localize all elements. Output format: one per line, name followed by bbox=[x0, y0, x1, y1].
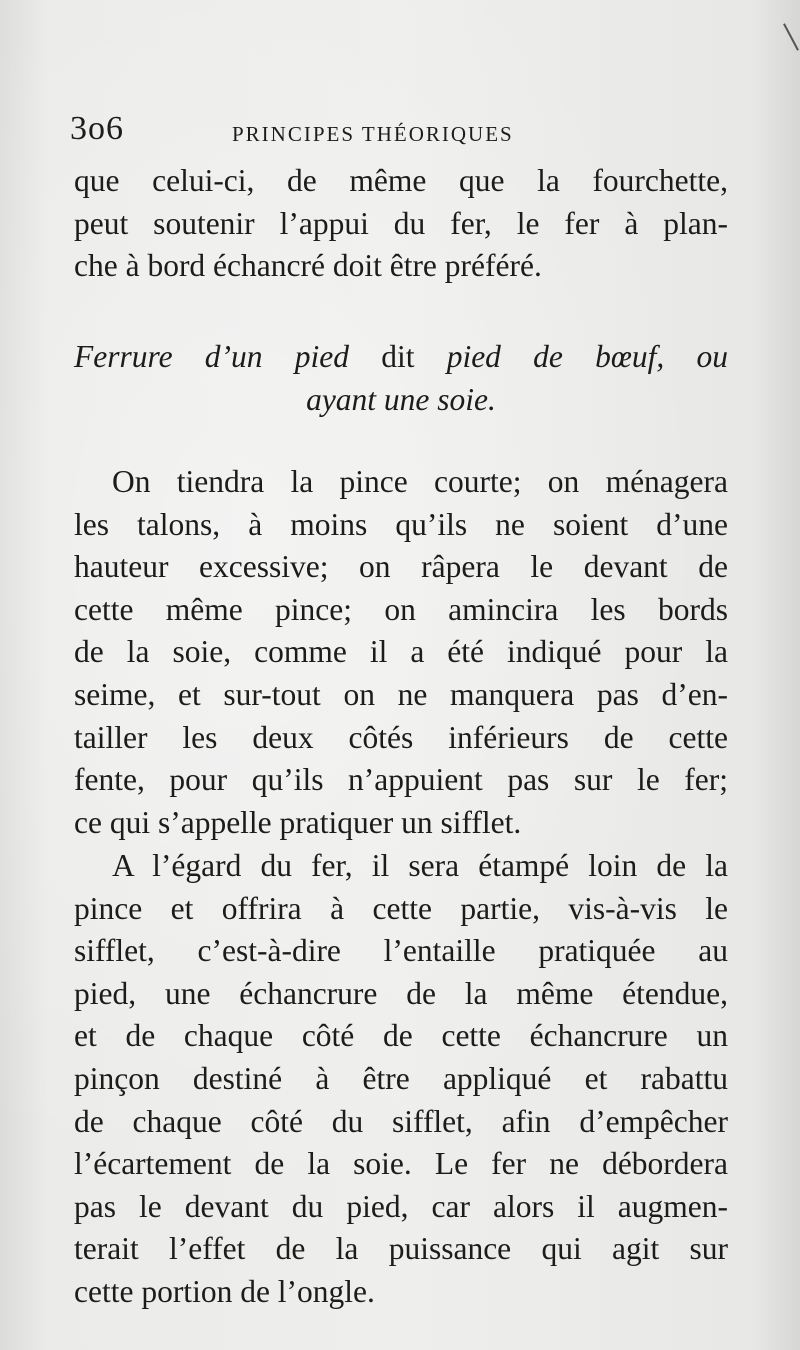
paragraph-3 bbox=[74, 845, 728, 1314]
text-line: pinçon destiné à être appliqué et rabattu bbox=[74, 1060, 728, 1096]
text-line: de la soie, comme il a été indiqué pour la bbox=[74, 634, 728, 670]
text-line: et de chaque côté de cette échancrure un bbox=[74, 1018, 728, 1054]
page-number: 3o6 bbox=[70, 110, 124, 147]
section-heading-line-2: ayant une soie. bbox=[306, 381, 496, 417]
paragraph-1 bbox=[74, 160, 728, 288]
text-line: hauteur excessive; on râpera le devant de bbox=[74, 549, 728, 585]
heading-italic-1: Ferrure d’un pied bbox=[74, 339, 349, 374]
running-head: PRINCIPES THÉORIQUES bbox=[232, 122, 514, 146]
section-heading bbox=[74, 336, 728, 421]
heading-roman: dit bbox=[348, 339, 447, 374]
text-line: On tiendra la pince courte; on ménagera bbox=[112, 464, 728, 499]
section-heading-line-1 bbox=[74, 336, 728, 379]
heading-italic-2: pied de bœuf, ou bbox=[446, 339, 728, 374]
page-header bbox=[70, 110, 724, 154]
text-line: cette portion de l’ongle. bbox=[74, 1273, 375, 1309]
text-line: que celui-ci, de même que la fourchette, bbox=[74, 163, 728, 198]
text-line: A l’égard du fer, il sera étampé loin de la bbox=[112, 848, 728, 883]
paragraph-2 bbox=[74, 461, 728, 844]
text-line: fente, pour qu’ils n’appuient pas sur le fer; bbox=[74, 762, 728, 798]
text-line: cette même pince; on amincira les bords bbox=[74, 591, 728, 627]
text-line: terait l’effet de la puissance qui agit sur bbox=[74, 1231, 728, 1267]
page-corner-mark bbox=[783, 23, 799, 50]
text-line: les talons, à moins qu’ils ne soient d’une bbox=[74, 506, 728, 542]
text-line: l’écartement de la soie. Le fer ne débordera bbox=[74, 1146, 728, 1182]
text-line: sifflet, c’est-à-dire l’entaille pratiquée au bbox=[74, 933, 728, 969]
text-line: de chaque côté du sifflet, afin d’empêcher bbox=[74, 1103, 728, 1139]
text-line: pince et offrira à cette partie, vis-à-vis le bbox=[74, 890, 728, 926]
text-line: seime, et sur-tout on ne manquera pas d’en- bbox=[74, 676, 728, 712]
text-line: ce qui s’appelle pratiquer un sifflet. bbox=[74, 804, 522, 840]
text-line: peut soutenir l’appui du fer, le fer à plan- bbox=[74, 205, 728, 241]
text-line: tailler les deux côtés inférieurs de cette bbox=[74, 719, 728, 755]
text-line: che à bord échancré doit être préféré. bbox=[74, 248, 542, 284]
text-line: pas le devant du pied, car alors il augmen- bbox=[74, 1188, 728, 1224]
text-line: pied, une échancrure de la même étendue, bbox=[74, 975, 728, 1011]
